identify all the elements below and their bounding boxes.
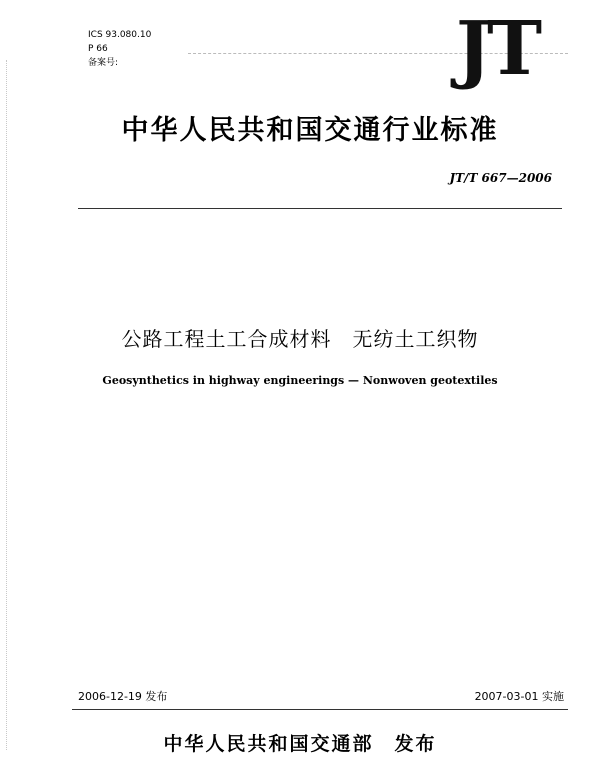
- standard-code: JT/T 667—2006: [449, 171, 552, 185]
- title-divider: [78, 208, 562, 209]
- issue-date: 2006-12-19 发布: [78, 690, 168, 703]
- jt-logo: JT: [455, 6, 539, 92]
- ics-code: ICS 93.080.10: [88, 30, 152, 40]
- filing-number: 备案号:: [88, 58, 119, 68]
- scan-margin-artifact: [6, 60, 7, 750]
- document-title-english: Geosynthetics in highway engineerings — Nonwoven geotextiles: [102, 374, 498, 387]
- category-code: P 66: [88, 44, 108, 54]
- issuing-authority: 中华人民共和国交通部 发布: [163, 733, 437, 755]
- footer-divider: [72, 709, 568, 710]
- authority-title: 中华人民共和国交通行业标准: [121, 115, 499, 146]
- effective-date: 2007-03-01 实施: [474, 690, 564, 703]
- document-title-chinese: 公路工程土工合成材料 无纺土工织物: [121, 327, 479, 351]
